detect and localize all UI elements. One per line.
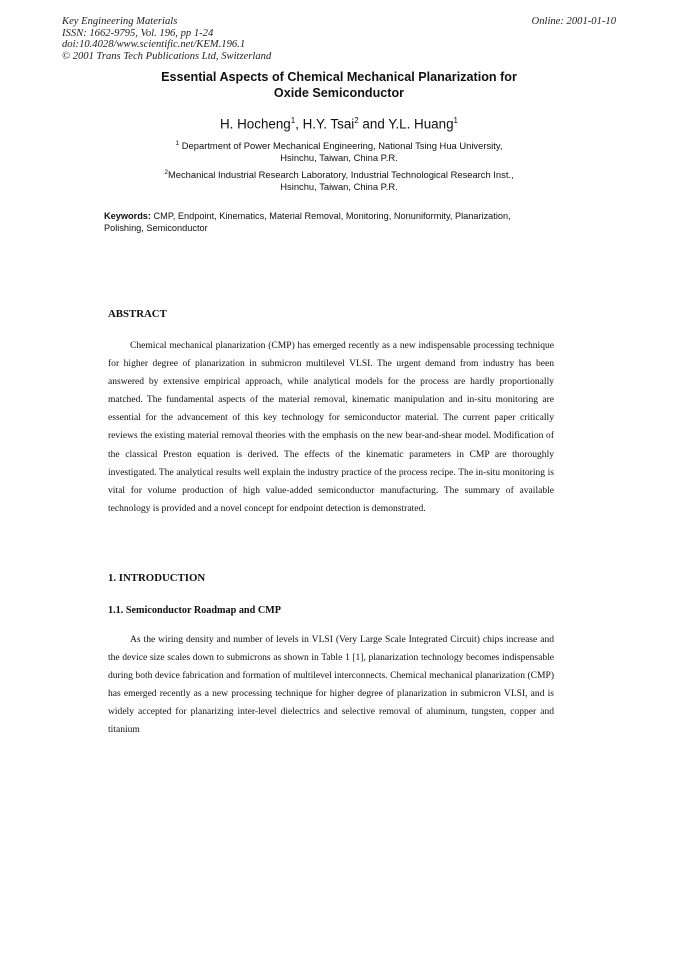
author-1-affil-mark: 1: [290, 116, 296, 125]
affiliation-mark: 2: [164, 169, 168, 176]
author-3-affil-mark: 1: [453, 116, 458, 125]
copyright-line: © 2001 Trans Tech Publications Ltd, Switzerland: [62, 50, 272, 62]
author-3: and Y.L. Huang: [358, 116, 454, 132]
title-line-1: Essential Aspects of Chemical Mechanical Planarization for: [161, 70, 517, 84]
author-separator: ,: [295, 116, 303, 132]
affiliation-1: [120, 138, 558, 164]
author-2: H.Y. Tsai: [302, 116, 355, 132]
journal-header: [62, 16, 271, 62]
keywords-label: Keywords:: [104, 211, 151, 221]
journal-name: Key Engineering Materials: [62, 16, 178, 27]
title-line-2: Oxide Semiconductor: [273, 86, 405, 100]
keywords: [104, 210, 524, 234]
issn-line: ISSN: 1662-9795, Vol. 196, pp 1-24: [62, 27, 214, 39]
affiliation-mark: 1: [175, 140, 180, 147]
affiliation-line: Mechanical Industrial Research Laboratory, Industrial Technological Research Inst.,: [167, 169, 514, 181]
affiliation-line: Hsinchu, Taiwan, China P.R.: [280, 181, 398, 193]
online-date: Online: 2001-01-10: [531, 16, 616, 27]
abstract-text: Chemical mechanical planarization (CMP) has emerged recently as a new indispensable processing technique for higher degree of planarization in submicron multilevel VLSI. The urgent demand from industry has been answered by extensive empirical approach, while analytical models for the process are hardly proportionally matched. The fundamental aspects of the material removal, kinematic manipulation and in-situ monitoring are essential for the advancement of this key technology for semiconductor material. The current paper critically reviews the existing material removal theories with the emphasis on the new bear-and-shear model. Modification of the classical Preston equation is derived. The effects of the kinematic parameters in CMP are thoroughly investigated. The analytical results well explain the industry practice of the process recipe. The in-situ monitoring is vital for volume production of high value-added semiconductor manufacturing. The summary of available technology is provided and a novel concept for endpoint detection is demonstrated.: [108, 340, 554, 514]
introduction-heading: 1. INTRODUCTION: [108, 572, 206, 584]
paper-title: [90, 69, 588, 101]
affiliation-2: [120, 167, 558, 193]
keywords-text: CMP, Endpoint, Kinematics, Material Removal, Monitoring, Nonuniformity, Planarization, Polishing, Semiconductor: [104, 211, 511, 233]
author-1: H. Hocheng: [220, 116, 291, 132]
author-list: [90, 113, 588, 132]
introduction-text: As the wiring density and number of levels in VLSI (Very Large Scale Integrated Circuit) chips increase and the device size scales down to submicrons as shown in Table 1 [1], planarization technology becomes indispensable during both device fabrication and formation of multilevel interconnects. Chemical mechanical planarization (CMP) has emerged recently as a new processing technique for higher degree of planarization in submicron VLSI, and is widely accepted for planarizing inter-level dielectrics and selective removal of aluminum, tungsten, copper and titanium: [108, 634, 554, 736]
affiliation-line: Hsinchu, Taiwan, China P.R.: [280, 152, 398, 164]
doi-line: doi:10.4028/www.scientific.net/KEM.196.1: [62, 39, 246, 50]
author-2-affil-mark: 2: [354, 116, 359, 125]
subsection-heading: 1.1. Semiconductor Roadmap and CMP: [108, 605, 282, 616]
affiliation-line: Department of Power Mechanical Engineering, National Tsing Hua University,: [181, 140, 503, 152]
abstract-heading: ABSTRACT: [108, 308, 167, 320]
